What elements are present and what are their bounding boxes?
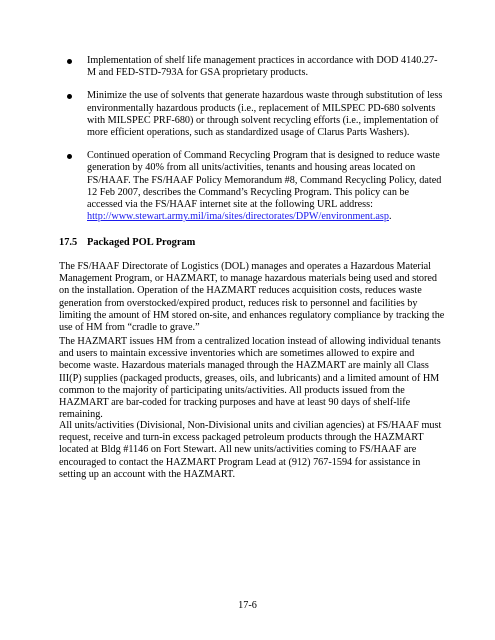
bullet-item-solvents (0, 90, 495, 139)
page-number: 17-6 (238, 600, 257, 611)
bullet-dot-icon (67, 59, 72, 64)
bullet-text: Implementation of shelf life management practices in accordance with DOD 4140.27-M and FED-STD-793A for GSA proprietary products. (87, 55, 438, 79)
section-number: 17.5 (59, 237, 78, 248)
bullet-dot-icon (67, 94, 72, 99)
section-title: Packaged POL Program (87, 237, 196, 248)
paragraph-hazmart-overview: The FS/HAAF Directorate of Logistics (DOL) manages and operates a Hazardous Material Management Program, or HAZMART, to manage hazardous materials being used and stored on the installation. Operation of the HAZMART reduces acquisition costs, reduces waste generation from overstocked/expired product, reduces risk to personnel and facilities by limiting the amount of HM stored on-site, and enhances regulatory compliance by tracking the use of HM from “cradle to grave.” (59, 261, 445, 334)
bullet-text-wrapper (87, 150, 444, 223)
paragraph-units-activities: All units/activities (Divisional, Non-Divisional units and civilian agencies) at FS/HAAF must request, receive and turn-in excess packaged petroleum products through the HAZMART located at Bldg #1146 on Fort Stewart. All new units/activities coming to FS/HAAF are encouraged to contact the HAZMART Program Lead at (912) 767-1594 for assistance in setting up an account with the HAZMART. (59, 420, 442, 480)
environment-url-link[interactable]: http://www.stewart.army.mil/ima/sites/directorates/DPW/environment.asp (87, 211, 389, 223)
bullet-item-recycling (0, 150, 495, 223)
bullet-text: Continued operation of Command Recycling Program that is designed to reduce waste generation by 40% from all units/activities, tenants and housing areas located on FS/HAAF. The FS/HAAF Policy Memorandum #8, Command Recycling Policy, dated 12 Feb 2007, describes the Command’s Recycling Program. This policy can be accessed via the FS/HAAF internet site at the following URL address: (87, 150, 442, 211)
paragraph-hazmart-issues: The HAZMART issues HM from a centralized location instead of allowing individual tenants and users to maintain excessive inventories which are sometimes allowed to expire and become waste. Hazardous materials managed through the HAZMART are mainly all Class III(P) supplies (packaged products, greases, oils, and lubricants) and a limited amount of HM common to the majority of participating units/activities. All products issued from the HAZMART are bar-coded for tracking purposes and have at least 90 days of shelf-life remaining. (59, 336, 441, 421)
bullet-item-shelf-life (0, 55, 495, 79)
section-heading (59, 237, 195, 249)
bullet-text-end: . (388, 211, 392, 223)
bullet-text: Minimize the use of solvents that generate hazardous waste through substitution of less environmentally hazardous products (i.e., replacement of MILSPEC PD-680 solvents with MILSPEC PRF-680) or through solvent recycling efforts (i.e., implementation of more efficient operations, such as standardized usage of Clarus Parts Washers). (87, 90, 443, 139)
bullet-list (0, 55, 495, 234)
bullet-dot-icon (67, 154, 72, 159)
